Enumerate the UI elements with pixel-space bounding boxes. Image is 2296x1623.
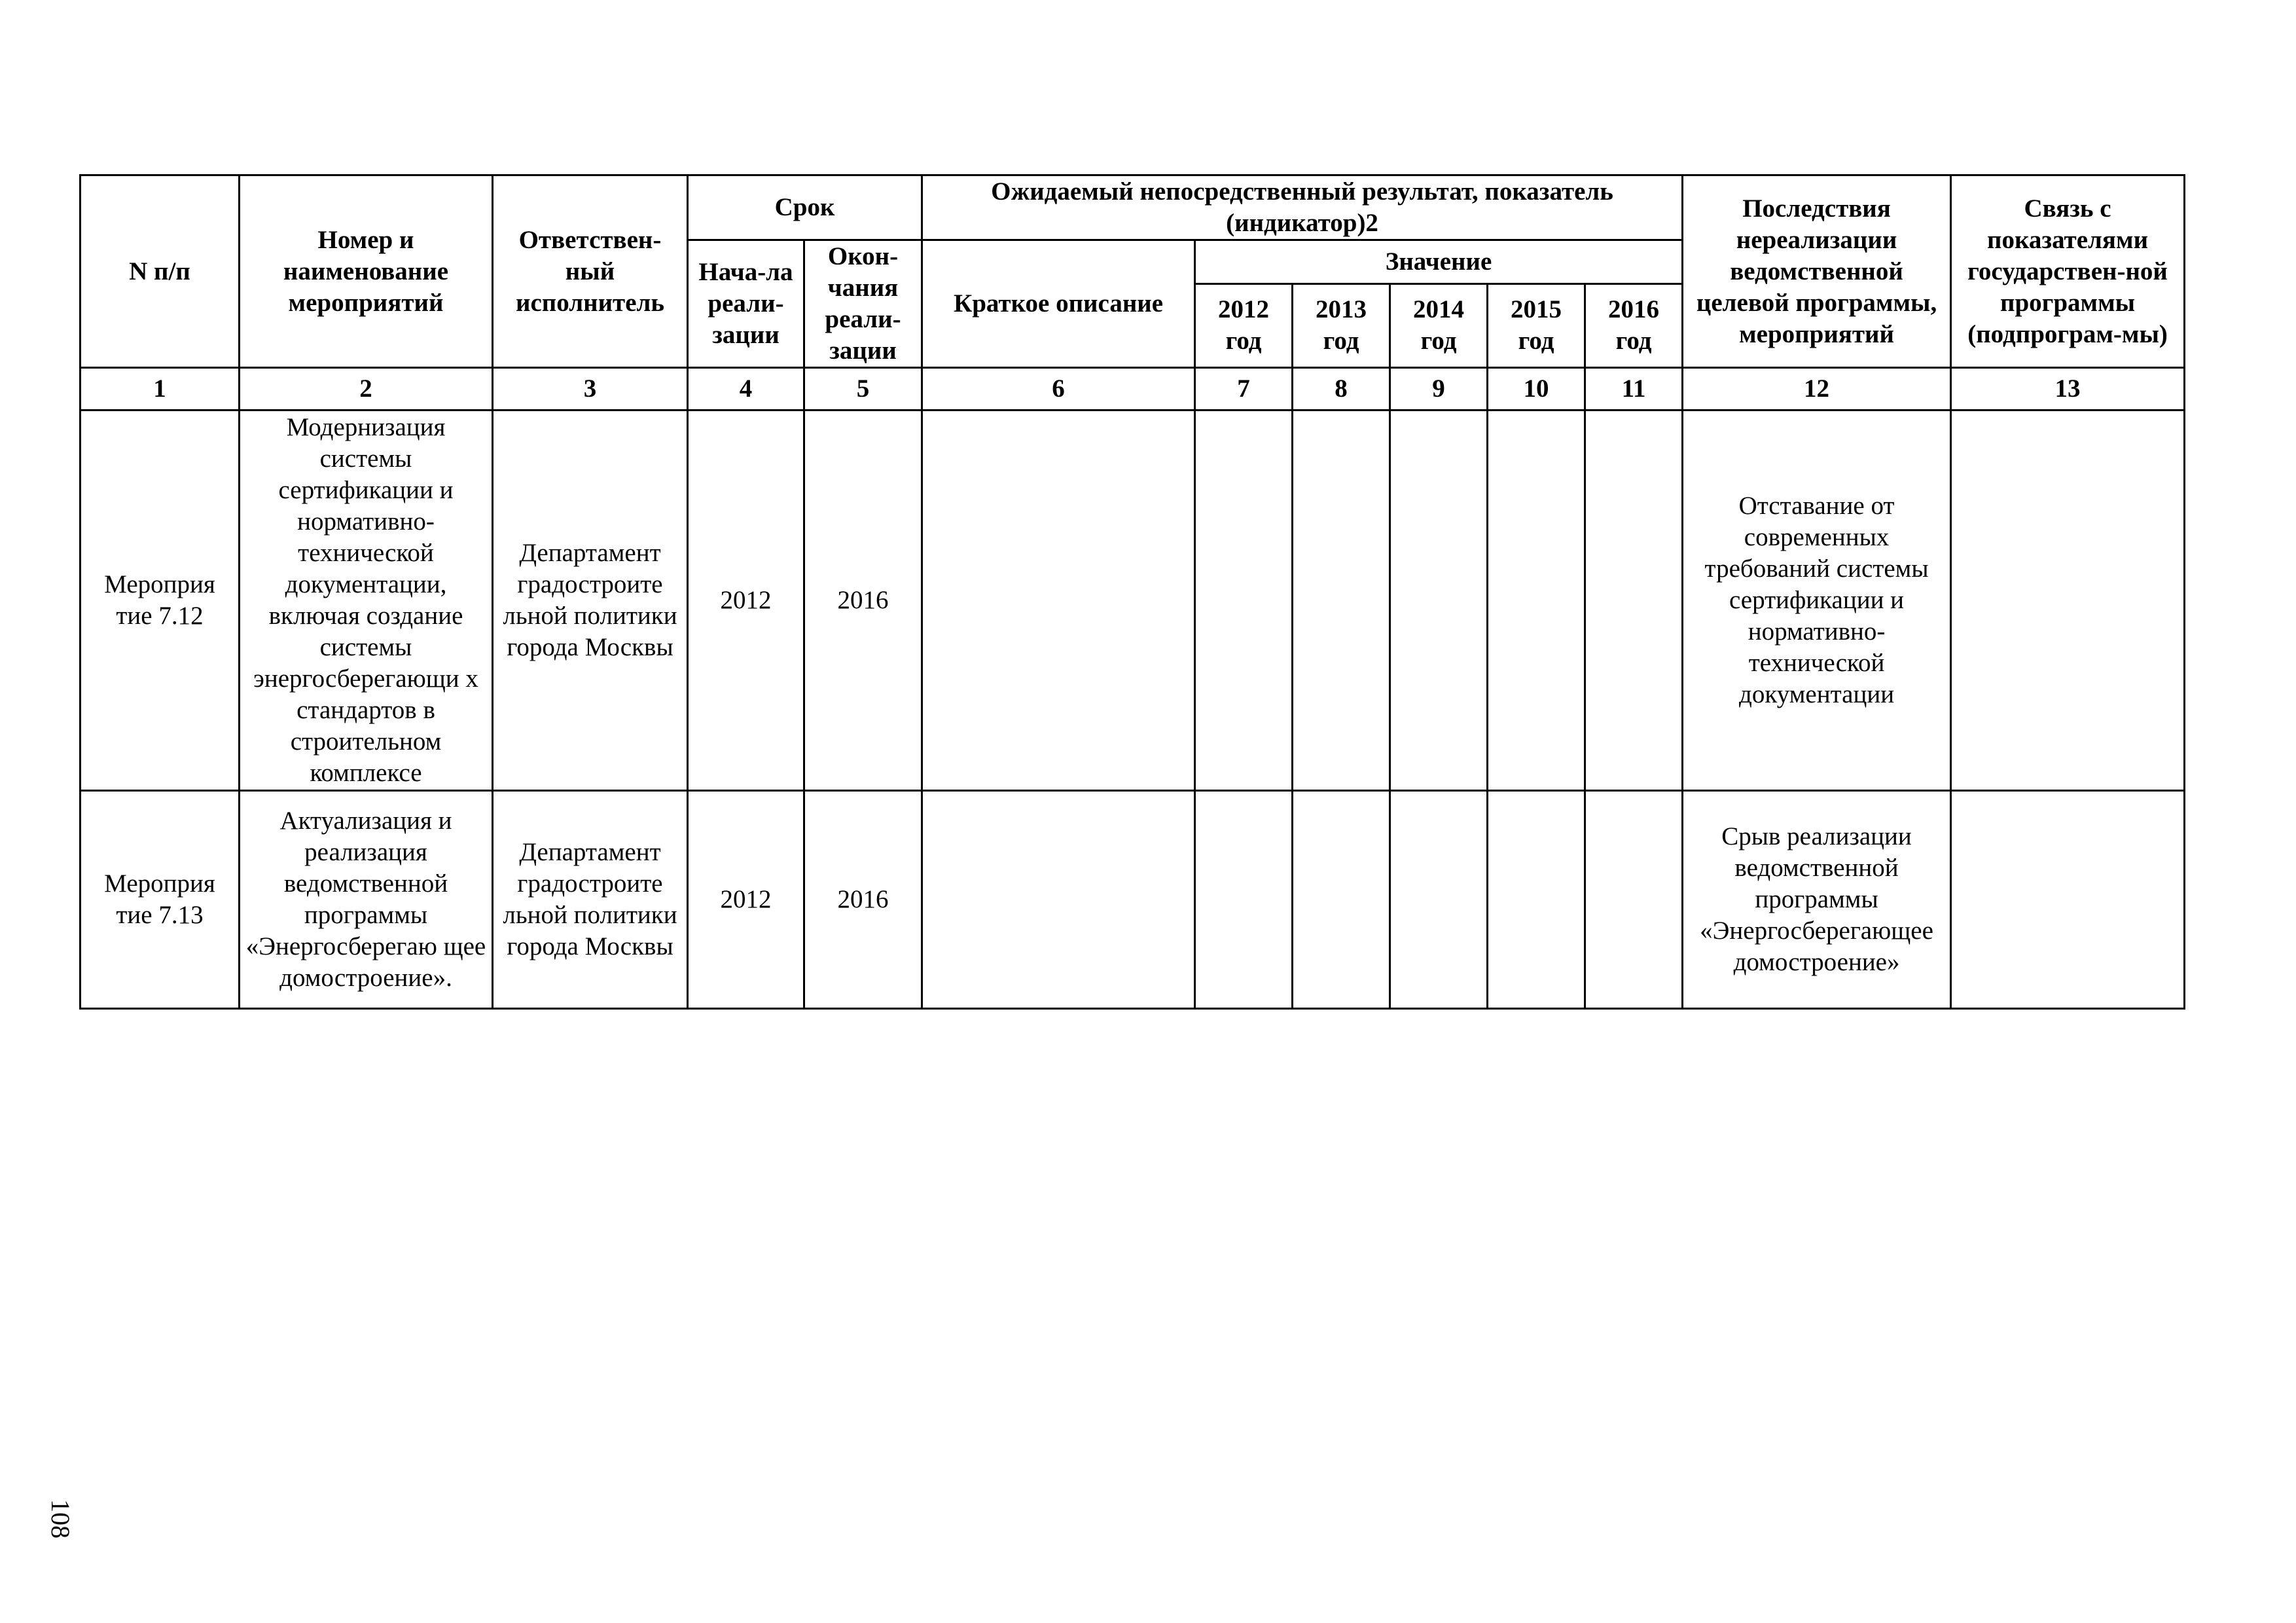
column-number: 9 [1390, 368, 1488, 410]
header-start: Нача-ла реали-зации [688, 240, 804, 368]
header-value: Значение [1195, 240, 1683, 284]
column-number: 13 [1951, 368, 2185, 410]
table-row [81, 410, 2185, 791]
column-number: 5 [804, 368, 922, 410]
column-number: 3 [493, 368, 688, 410]
page-number: 108 [46, 1499, 75, 1539]
header-expected-result: Ожидаемый непосредственный результат, показатель (индикатор)2 [922, 175, 1683, 240]
column-number: 1 [81, 368, 240, 410]
activity-brief-description [922, 410, 1195, 791]
activity-name: Актуализация и реализация ведомственной программы «Энергосберегаю щее домостроение». [240, 791, 493, 1009]
activity-start: 2012 [688, 410, 804, 791]
column-number: 11 [1585, 368, 1683, 410]
activity-brief-description [922, 791, 1195, 1009]
column-number: 7 [1195, 368, 1293, 410]
activity-value-2014 [1390, 791, 1488, 1009]
activities-table [79, 174, 2185, 1010]
activity-consequence: Отставание от современных требований системы сертификации и нормативно-технической документации [1683, 410, 1951, 791]
activity-name: Модернизация системы сертификации и нормативно-технической документации, включая создание системы энергосберегающи х стандартов в строительном комплексе [240, 410, 493, 791]
activity-value-2013 [1293, 410, 1390, 791]
header-term: Срок [688, 175, 922, 240]
activity-number: Мероприя тие 7.13 [81, 791, 240, 1009]
activity-value-2016 [1585, 791, 1683, 1009]
activity-value-2016 [1585, 410, 1683, 791]
header-end: Окон-чания реали-зации [804, 240, 922, 368]
header-executor: Ответствен-ный исполнитель [493, 175, 688, 368]
header-year-2013: 2013 год [1293, 283, 1390, 367]
column-number: 4 [688, 368, 804, 410]
activity-value-2012 [1195, 791, 1293, 1009]
column-number: 10 [1488, 368, 1585, 410]
column-number: 8 [1293, 368, 1390, 410]
activity-number: Мероприя тие 7.12 [81, 410, 240, 791]
header-name: Номер и наименование мероприятий [240, 175, 493, 368]
activity-consequence: Срыв реализации ведомственной программы «Энергосберегающее домостроение» [1683, 791, 1951, 1009]
activity-start: 2012 [688, 791, 804, 1009]
header-consequences: Последствия нереализации ведомственной целевой программы, мероприятий [1683, 175, 1951, 368]
column-number: 12 [1683, 368, 1951, 410]
activity-value-2013 [1293, 791, 1390, 1009]
column-number: 6 [922, 368, 1195, 410]
activity-value-2015 [1488, 410, 1585, 791]
activity-value-2015 [1488, 791, 1585, 1009]
column-number-row [81, 368, 2185, 410]
activity-end: 2016 [804, 791, 922, 1009]
activity-value-2014 [1390, 410, 1488, 791]
header-year-2015: 2015 год [1488, 283, 1585, 367]
table-row [81, 791, 2185, 1009]
activity-executor: Департамент градостроите льной политики города Москвы [493, 791, 688, 1009]
header-link: Связь с показателями государствен-ной программы (подпрограм-мы) [1951, 175, 2185, 368]
header-number: N п/п [81, 175, 240, 368]
activity-executor: Департамент градостроите льной политики города Москвы [493, 410, 688, 791]
column-number: 2 [240, 368, 493, 410]
activity-link [1951, 410, 2185, 791]
header-year-2012: 2012 год [1195, 283, 1293, 367]
activity-end: 2016 [804, 410, 922, 791]
header-year-2016: 2016 год [1585, 283, 1683, 367]
activity-link [1951, 791, 2185, 1009]
header-year-2014: 2014 год [1390, 283, 1488, 367]
header-brief-description: Краткое описание [922, 240, 1195, 368]
activity-value-2012 [1195, 410, 1293, 791]
